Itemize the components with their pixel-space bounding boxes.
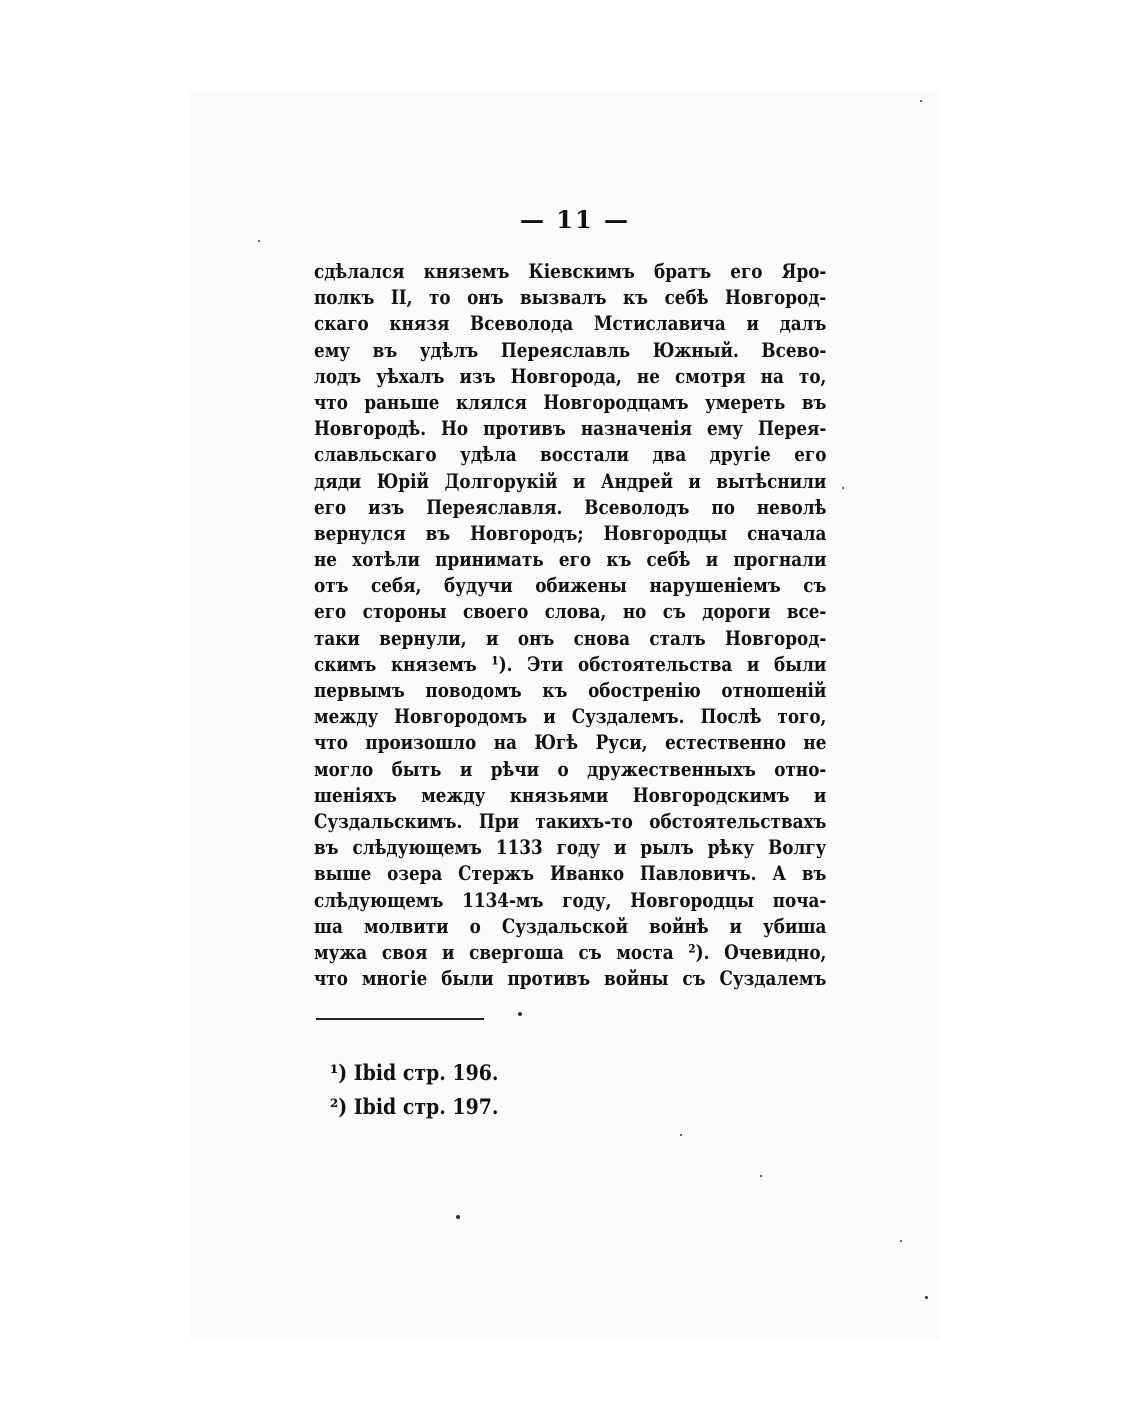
footnotes	[330, 1056, 517, 1124]
text-line: сдѣлался княземъ Кіевскимъ братъ его Яро-	[314, 259, 827, 283]
text-line: его изъ Переяславля. Всеволодъ по неволѣ	[314, 494, 827, 519]
text-line: полкъ II, то онъ вызвалъ къ себѣ Новгород-	[314, 285, 827, 310]
text-line: ему въ удѣлъ Переяславль Южный. Всево-	[314, 337, 827, 362]
text-line: славльскаго удѣла восстали два другіе его	[314, 442, 827, 467]
text-line: между Новгородомъ и Суздалемъ. Послѣ того,	[314, 704, 827, 729]
text-line: въ слѣдующемъ 1133 году и рылъ рѣку Волгу	[314, 835, 827, 860]
scan-speck	[760, 1175, 762, 1177]
text-line: Новгородѣ. Но противъ назначенія ему Перея-	[314, 416, 827, 441]
scan-speck	[900, 1240, 902, 1242]
footnote-marker: ²)	[330, 1094, 348, 1119]
text-line: могло быть и рѣчи о дружественныхъ отно-	[314, 756, 827, 781]
scan-speck	[920, 100, 922, 102]
footnote-marker: ¹)	[330, 1060, 348, 1085]
text-line: его стороны своего слова, но съ дороги все-	[314, 599, 827, 624]
scan-speck	[258, 240, 260, 242]
text-line: лодъ уѣхалъ изъ Новгорода, не смотря на то,	[314, 363, 827, 388]
footnote-text: Ibid стр. 197.	[353, 1094, 499, 1119]
text-line: не хотѣли принимать его къ себѣ и прогнали	[314, 547, 827, 572]
text-line: мужа своя и свергоша съ моста ²). Очевидно,	[314, 939, 827, 964]
text-line: что произошло на Югѣ Руси, естественно не	[314, 730, 827, 755]
text-line: что раньше клялся Новгородцамъ умереть въ	[314, 389, 827, 414]
scan-speck	[925, 1296, 928, 1299]
scan-speck	[518, 1012, 522, 1016]
footnote-1	[330, 1056, 498, 1090]
text-line: дяди Юрій Долгорукій и Андрей и вытѣснили	[314, 468, 827, 493]
text-line: Суздальскимъ. При такихъ-то обстоятельствахъ	[314, 808, 827, 833]
scan-speck	[456, 1215, 460, 1219]
scan-speck	[842, 487, 844, 489]
text-line: ша молвити о Суздальской войнѣ и убиша	[314, 913, 827, 938]
body-text	[314, 258, 826, 991]
text-line: скаго князя Всеволода Мстиславича и далъ	[314, 311, 827, 336]
page-number: — 11 —	[519, 205, 631, 234]
scan-speck	[680, 1134, 682, 1136]
text-line: выше озера Стержъ Иванко Павловичъ. А въ	[314, 861, 827, 886]
text-line: первымъ поводомъ къ обостренію отношеній	[314, 678, 827, 702]
footnote-2	[330, 1090, 498, 1124]
text-line: шеніяхъ между князьями Новгородскимъ и	[314, 782, 827, 807]
text-line: таки вернули, и онъ снова сталъ Новгород-	[314, 625, 827, 650]
text-line: скимъ княземъ ¹). Эти обстоятельства и были	[314, 651, 827, 676]
text-line: отъ себя, будучи обижены нарушеніемъ съ	[314, 573, 827, 598]
footnote-text: Ibid стр. 196.	[353, 1060, 499, 1085]
text-line: что многіе были противъ войны съ Суздалемъ	[314, 966, 827, 991]
text-line: слѣдующемъ 1134-мъ году, Новгородцы поча-	[314, 887, 827, 912]
text-line: вернулся въ Новгородъ; Новгородцы сначала	[314, 520, 827, 545]
footnote-separator	[316, 1018, 484, 1020]
